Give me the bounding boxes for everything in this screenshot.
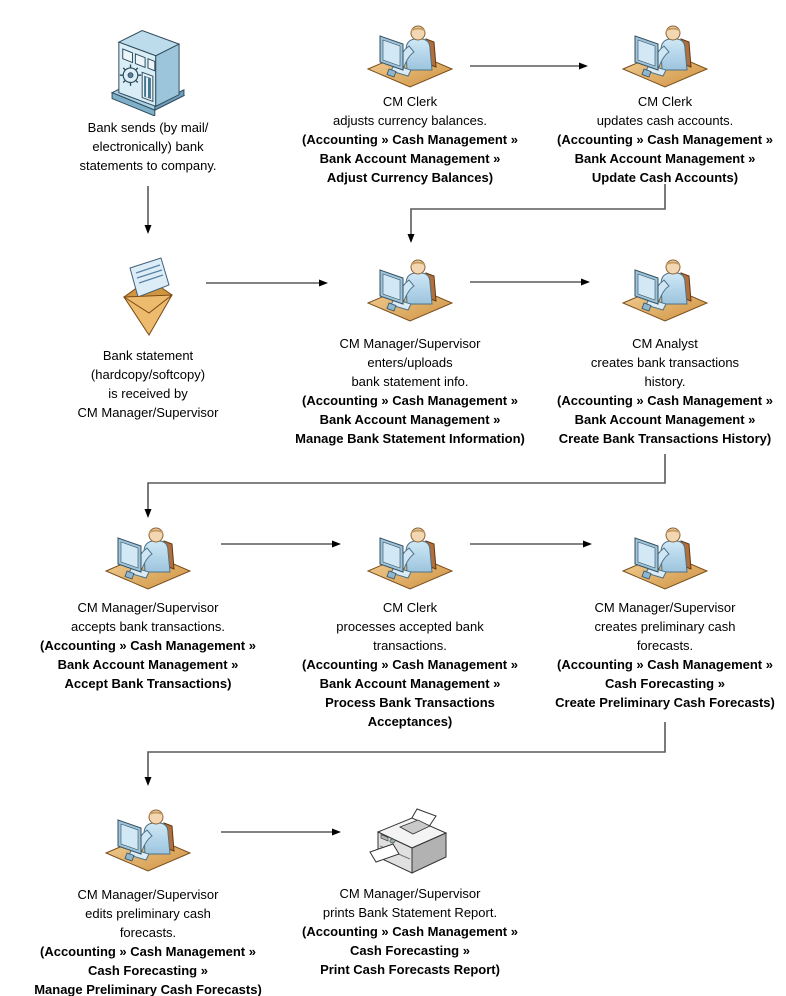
person-at-computer-icon	[103, 808, 193, 874]
node-label-line: CM Manager/Supervisor	[77, 600, 219, 615]
node-label-line: Cash Forecasting »	[350, 943, 470, 958]
node-label-line: forecasts.	[119, 925, 177, 940]
node-label-line: CM Analyst	[632, 336, 698, 351]
node-label-line: CM Clerk	[382, 600, 438, 615]
connector-bank-to-envelope	[145, 186, 152, 234]
node-label-line: (Accounting » Cash Management »	[302, 924, 518, 939]
bank-building-icon	[109, 14, 187, 116]
node-analyst-creates-history-label	[530, 334, 786, 448]
person-at-computer-icon	[620, 258, 710, 324]
node-label-line: creates preliminary cash	[594, 619, 736, 634]
node-label-line: (Accounting » Cash Management »	[557, 657, 773, 672]
node-clerk-updates-cash-label	[530, 92, 786, 187]
node-label-line: Manage Preliminary Cash Forecasts)	[34, 982, 262, 996]
node-label-line: CM Manager/Supervisor	[339, 886, 481, 901]
connector-envelope-to-enter	[206, 280, 328, 287]
node-label-line: Bank Account Management »	[319, 412, 501, 427]
node-label-line: Bank Account Management »	[574, 412, 756, 427]
connector-accept-to-process	[221, 541, 341, 548]
node-label-line: Adjust Currency Balances)	[326, 170, 494, 185]
person-at-computer-icon	[620, 24, 710, 90]
node-label-line: CM Clerk	[382, 94, 438, 109]
node-label-line: adjusts currency balances.	[333, 113, 487, 128]
node-label-line: CM Manager/Supervisor	[339, 336, 481, 351]
node-label-line: Cash Forecasting »	[605, 676, 725, 691]
node-label-line: electronically) bank	[92, 139, 204, 154]
person-at-computer-icon	[103, 526, 193, 592]
node-label-line: Bank statement	[102, 348, 194, 363]
node-manager-enters-statement-label	[275, 334, 545, 448]
node-label-line: statements to company.	[79, 158, 217, 173]
open-envelope-icon	[119, 256, 177, 342]
node-manager-creates-forecasts-label	[530, 598, 786, 712]
node-label-line: Bank Account Management »	[319, 151, 501, 166]
node-label-line: Accept Bank Transactions)	[64, 676, 232, 691]
node-label-line: Bank sends (by mail/	[87, 120, 209, 135]
node-label-line: history.	[644, 374, 686, 389]
node-label-line: Process Bank Transactions	[325, 695, 495, 710]
node-label-line: edits preliminary cash	[85, 906, 211, 921]
connector-history-to-accept	[145, 454, 666, 518]
connector-process-to-create-forecasts	[470, 541, 592, 548]
node-label-line: CM Manager/Supervisor	[594, 600, 736, 615]
node-label-line: CM Manager/Supervisor	[77, 405, 219, 420]
person-at-computer-icon	[620, 526, 710, 592]
node-label-line: Print Cash Forecasts Report)	[320, 962, 500, 977]
node-label-line: Bank Account Management »	[574, 151, 756, 166]
node-label-line: transactions.	[373, 638, 447, 653]
node-label-line: (Accounting » Cash Management »	[40, 638, 256, 653]
node-bank-sends-label	[13, 118, 283, 175]
node-label-line: forecasts.	[636, 638, 694, 653]
node-label-line: (Accounting » Cash Management »	[557, 393, 773, 408]
printer-icon	[366, 806, 454, 882]
connector-enter-to-history	[470, 279, 590, 286]
node-label-line: CM Manager/Supervisor	[77, 887, 219, 902]
node-label-line: (Accounting » Cash Management »	[557, 132, 773, 147]
person-at-computer-icon	[365, 526, 455, 592]
person-at-computer-icon	[365, 24, 455, 90]
node-label-line: Create Preliminary Cash Forecasts)	[555, 695, 775, 710]
node-label-line: CM Clerk	[637, 94, 693, 109]
node-label-line: Bank Account Management »	[57, 657, 239, 672]
node-label-line: Cash Forecasting »	[88, 963, 208, 978]
node-manager-accepts-transactions-label	[13, 598, 283, 693]
connector-edit-to-print	[221, 829, 341, 836]
node-label-line: Update Cash Accounts)	[591, 170, 739, 185]
node-label-line: (Accounting » Cash Management »	[40, 944, 256, 959]
node-label-line: Acceptances)	[367, 714, 453, 729]
node-label-line: enters/uploads	[367, 355, 453, 370]
node-clerk-processes-acceptances-label	[275, 598, 545, 731]
node-label-line: (Accounting » Cash Management »	[302, 393, 518, 408]
connector-update-to-enter	[408, 184, 666, 243]
node-statement-received-label	[13, 346, 283, 422]
connector-create-to-edit-forecasts	[145, 722, 666, 786]
node-label-line: accepts bank transactions.	[71, 619, 225, 634]
node-label-line: prints Bank Statement Report.	[322, 905, 498, 920]
node-label-line: is received by	[108, 386, 188, 401]
node-label-line: creates bank transactions	[590, 355, 740, 370]
node-manager-edits-forecasts-label	[13, 885, 283, 996]
node-label-line: processes accepted bank	[336, 619, 484, 634]
node-label-line: (hardcopy/softcopy)	[90, 367, 206, 382]
node-label-line: (Accounting » Cash Management »	[302, 132, 518, 147]
node-manager-prints-report-label	[275, 884, 545, 979]
node-label-line: bank statement info.	[351, 374, 469, 389]
node-label-line: Create Bank Transactions History)	[558, 431, 772, 446]
node-label-line: updates cash accounts.	[596, 113, 734, 128]
connector-adjust-to-update	[470, 63, 588, 70]
node-label-line: Manage Bank Statement Information)	[295, 431, 525, 446]
node-label-line: Bank Account Management »	[319, 676, 501, 691]
person-at-computer-icon	[365, 258, 455, 324]
node-label-line: (Accounting » Cash Management »	[302, 657, 518, 672]
node-clerk-adjusts-currency-label	[275, 92, 545, 187]
